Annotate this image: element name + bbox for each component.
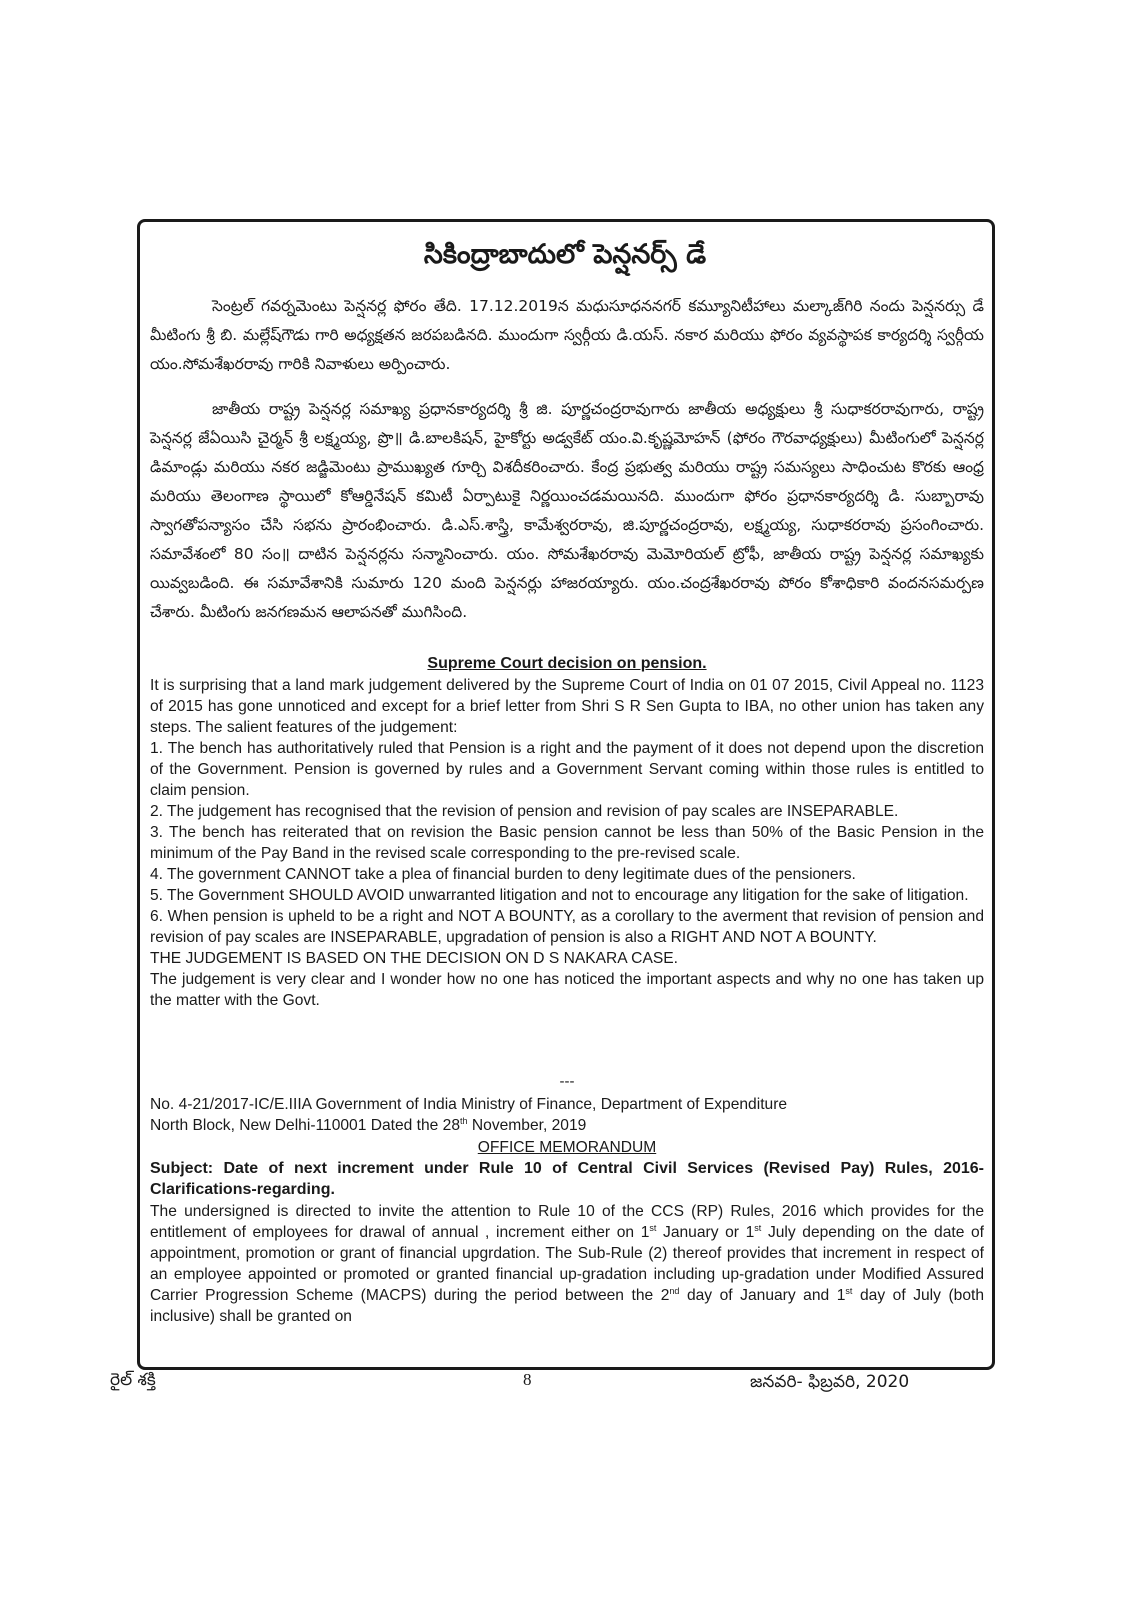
memo-date-suffix: th: [460, 1115, 468, 1126]
memo-sup-2: st: [754, 1222, 762, 1233]
memo-sup-3: nd: [669, 1285, 680, 1296]
footer-page-number: 8: [523, 1370, 532, 1389]
telugu-paragraph-2: [150, 395, 984, 627]
telugu-paragraph-1-text: సెంట్రల్ గవర్నమెంటు పెన్షనర్ల ఫోరం తేది. 17.12.2019న మధుసూధననగర్ కమ్యూనిటీహాలు మల్కాజ్‌గిరి నందు పెన్షనర్సు డే మీటింగు శ్రీ బి. మల్లేష్‌గౌడు గారి అధ్యక్షతన జరపబడినది. ముందుగా స్వర్గీయ డి.యస్. నకార మరియు ఫోరం వ్యవస్థాపక కార్యదర్శి స్వర్గీయ యం.సోమశేఖరరావు గారికి నివాళులు అర్పించారు.: [150, 297, 984, 373]
memo-date-prefix: North Block, New Delhi-110001 Dated the 28: [150, 1117, 461, 1134]
judgement-point-3: 3. The bench has reiterated that on revision the Basic pension cannot be less than 50% of the Basic Pension in the minimum of the Pay Band in the revised scale corresponding to the pre-revised scale.: [150, 824, 984, 862]
telugu-paragraph-2-text: జాతీయ రాష్ట్ర పెన్షనర్ల సమాఖ్య ప్రధానకార్యదర్శి శ్రీ జి. పూర్ణచంద్రరావుగారు జాతీయ అధ్యక్షులు శ్రీ సుధాకరరావుగారు, రాష్ట్ర పెన్షనర్ల జేఏయిసి చైర్మన్ శ్రీ లక్ష్మయ్య, ప్రొ॥ డి.బాలకిషన్, హైకోర్టు అడ్వకేట్ యం.వి.కృష్ణమోహన్ (ఫోరం గౌరవాధ్యక్షులు) మీటింగులో పెన్షనర్ల డిమాండ్లు మరియు నకర జడ్జిమెంటు ప్రాముఖ్యత గూర్చి విశదీకరించారు. కేంద్ర ప్రభుత్వ మరియు రాష్ట్ర సమస్యలు సాధించుట కొరకు ఆంధ్ర మరియు తెలంగాణ స్థాయిలో కోఆర్డినేషన్ కమిటీ ఏర్పాటుకై నిర్ణయించడమయినది. ముందుగా ఫోరం ప్రధానకార్యదర్శి డి. సుబ్బారావు స్వాగతోపన్యాసం చేసి సభను ప్రారంభించారు. డి.ఎస్.శాస్త్రి, కామేశ్వరరావు, జి.పూర్ణచంద్రరావు, లక్ష్మయ్య, సుధాకరరావు ప్రసంగించారు. సమావేశంలో 80 సం॥ దాటిన పెన్షనర్లను సన్మానించారు. యం. సోమశేఖరరావు మెమోరియల్ ట్రోఫీ, జాతీయ రాష్ట్ర పెన్షనర్ల సమాఖ్యకు యివ్వబడింది. ఈ సమావేశానికి సుమారు 120 మంది పెన్షనర్లు హాజరయ్యారు. యం.చంద్రశేఖరరావు పోరం కోశాధికారి వందనసమర్పణ చేశారు. మీటింగు జనగణమన ఆలాపనతో ముగిసింది.: [150, 400, 984, 621]
memo-date-rest: November, 2019: [467, 1117, 587, 1134]
memo-sup-4: st: [845, 1285, 853, 1296]
judgement-point-1: 1. The bench has authoritatively ruled that Pension is a right and the payment of it does not depend upon the discretion of the Government. Pension is governed by rules and a Government Servant coming within those rules is entitled to claim pension.: [150, 740, 984, 799]
section-separator: ---: [559, 1073, 575, 1090]
judgement-point-5: 5. The Government SHOULD AVOID unwarranted litigation and not to encourage any litigation for the sake of litigation.: [150, 887, 969, 904]
telugu-article-title: సికింద్రాబాదులో పెన్షనర్స్ డే: [423, 239, 707, 270]
memo-reference: [150, 1094, 984, 1136]
memo-body-part-d: day of January and 1: [679, 1287, 846, 1304]
closing-remark: The judgement is very clear and I wonder how no one has noticed the important aspects and why no one has taken up the matter with the Govt.: [150, 971, 984, 1009]
memo-sup-1: st: [649, 1222, 657, 1233]
memo-reference-line-1: No. 4-21/2017-IC/E.IIIA Government of India Ministry of Finance, Department of Expenditure: [150, 1096, 788, 1113]
memo-subject: Subject: Date of next increment under Rule 10 of Central Civil Services (Revised Pay) Rules, 2016- Clarifications-regarding.: [150, 1160, 984, 1198]
judgement-point-4: 4. The government CANNOT take a plea of financial burden to deny legitimate dues of the pensioners.: [150, 866, 856, 883]
memo-body-part-e: day of July (both inclusive) shall be granted on: [150, 1287, 984, 1325]
supreme-court-body: [150, 675, 984, 1011]
footer-issue-date: జనవరి- ఫిబ్రవరి, 2020: [750, 1372, 910, 1392]
memo-body-part-b: January or 1: [656, 1224, 755, 1241]
memo-reference-line-2: [150, 1115, 984, 1136]
memo-body-part-a: The undersigned is directed to invite the attention to Rule 10 of the CCS (RP) Rules, 2016 which provides for the entitlement of employees for drawal of annual , increment either on 1: [150, 1203, 984, 1241]
judgement-point-6: 6. When pension is upheld to be a right and NOT A BOUNTY, as a corollary to the averment that revision of pension and revision of pay scales are INSEPARABLE, upgradation of pension is also a RIGHT AND NOT A BOUNTY.: [150, 908, 984, 946]
footer-publication-name: రైల్ శక్తి: [110, 1370, 156, 1390]
office-memorandum-title: OFFICE MEMORANDUM: [477, 1139, 657, 1156]
memo-body-part-c: July depending on the date of appointment, promotion or grant of financial upgrdation. The Sub-Rule (2) thereof provides that increment in respect of an employee appointed or promoted or granted financial up-gradation including up-gradation under Modified Assured Carrier Progression Scheme (MACPS) during the period between the 2: [150, 1224, 985, 1304]
nakara-case-line: THE JUDGEMENT IS BASED ON THE DECISION ON D S NAKARA CASE.: [150, 950, 678, 967]
telugu-paragraph-1: [150, 292, 984, 379]
supreme-court-intro: It is surprising that a land mark judgement delivered by the Supreme Court of India on 01 07 2015, Civil Appeal no. 1123 of 2015 has gone unnoticed and except for a brief letter from Shri S R Sen Gupta to IBA, no other union has taken any steps. The salient features of the judgement:: [150, 677, 984, 736]
judgement-point-2: 2. The judgement has recognised that the revision of pension and revision of pay scales are INSEPARABLE.: [150, 803, 899, 820]
supreme-court-heading: Supreme Court decision on pension.: [427, 655, 707, 672]
memo-body: [150, 1201, 984, 1327]
